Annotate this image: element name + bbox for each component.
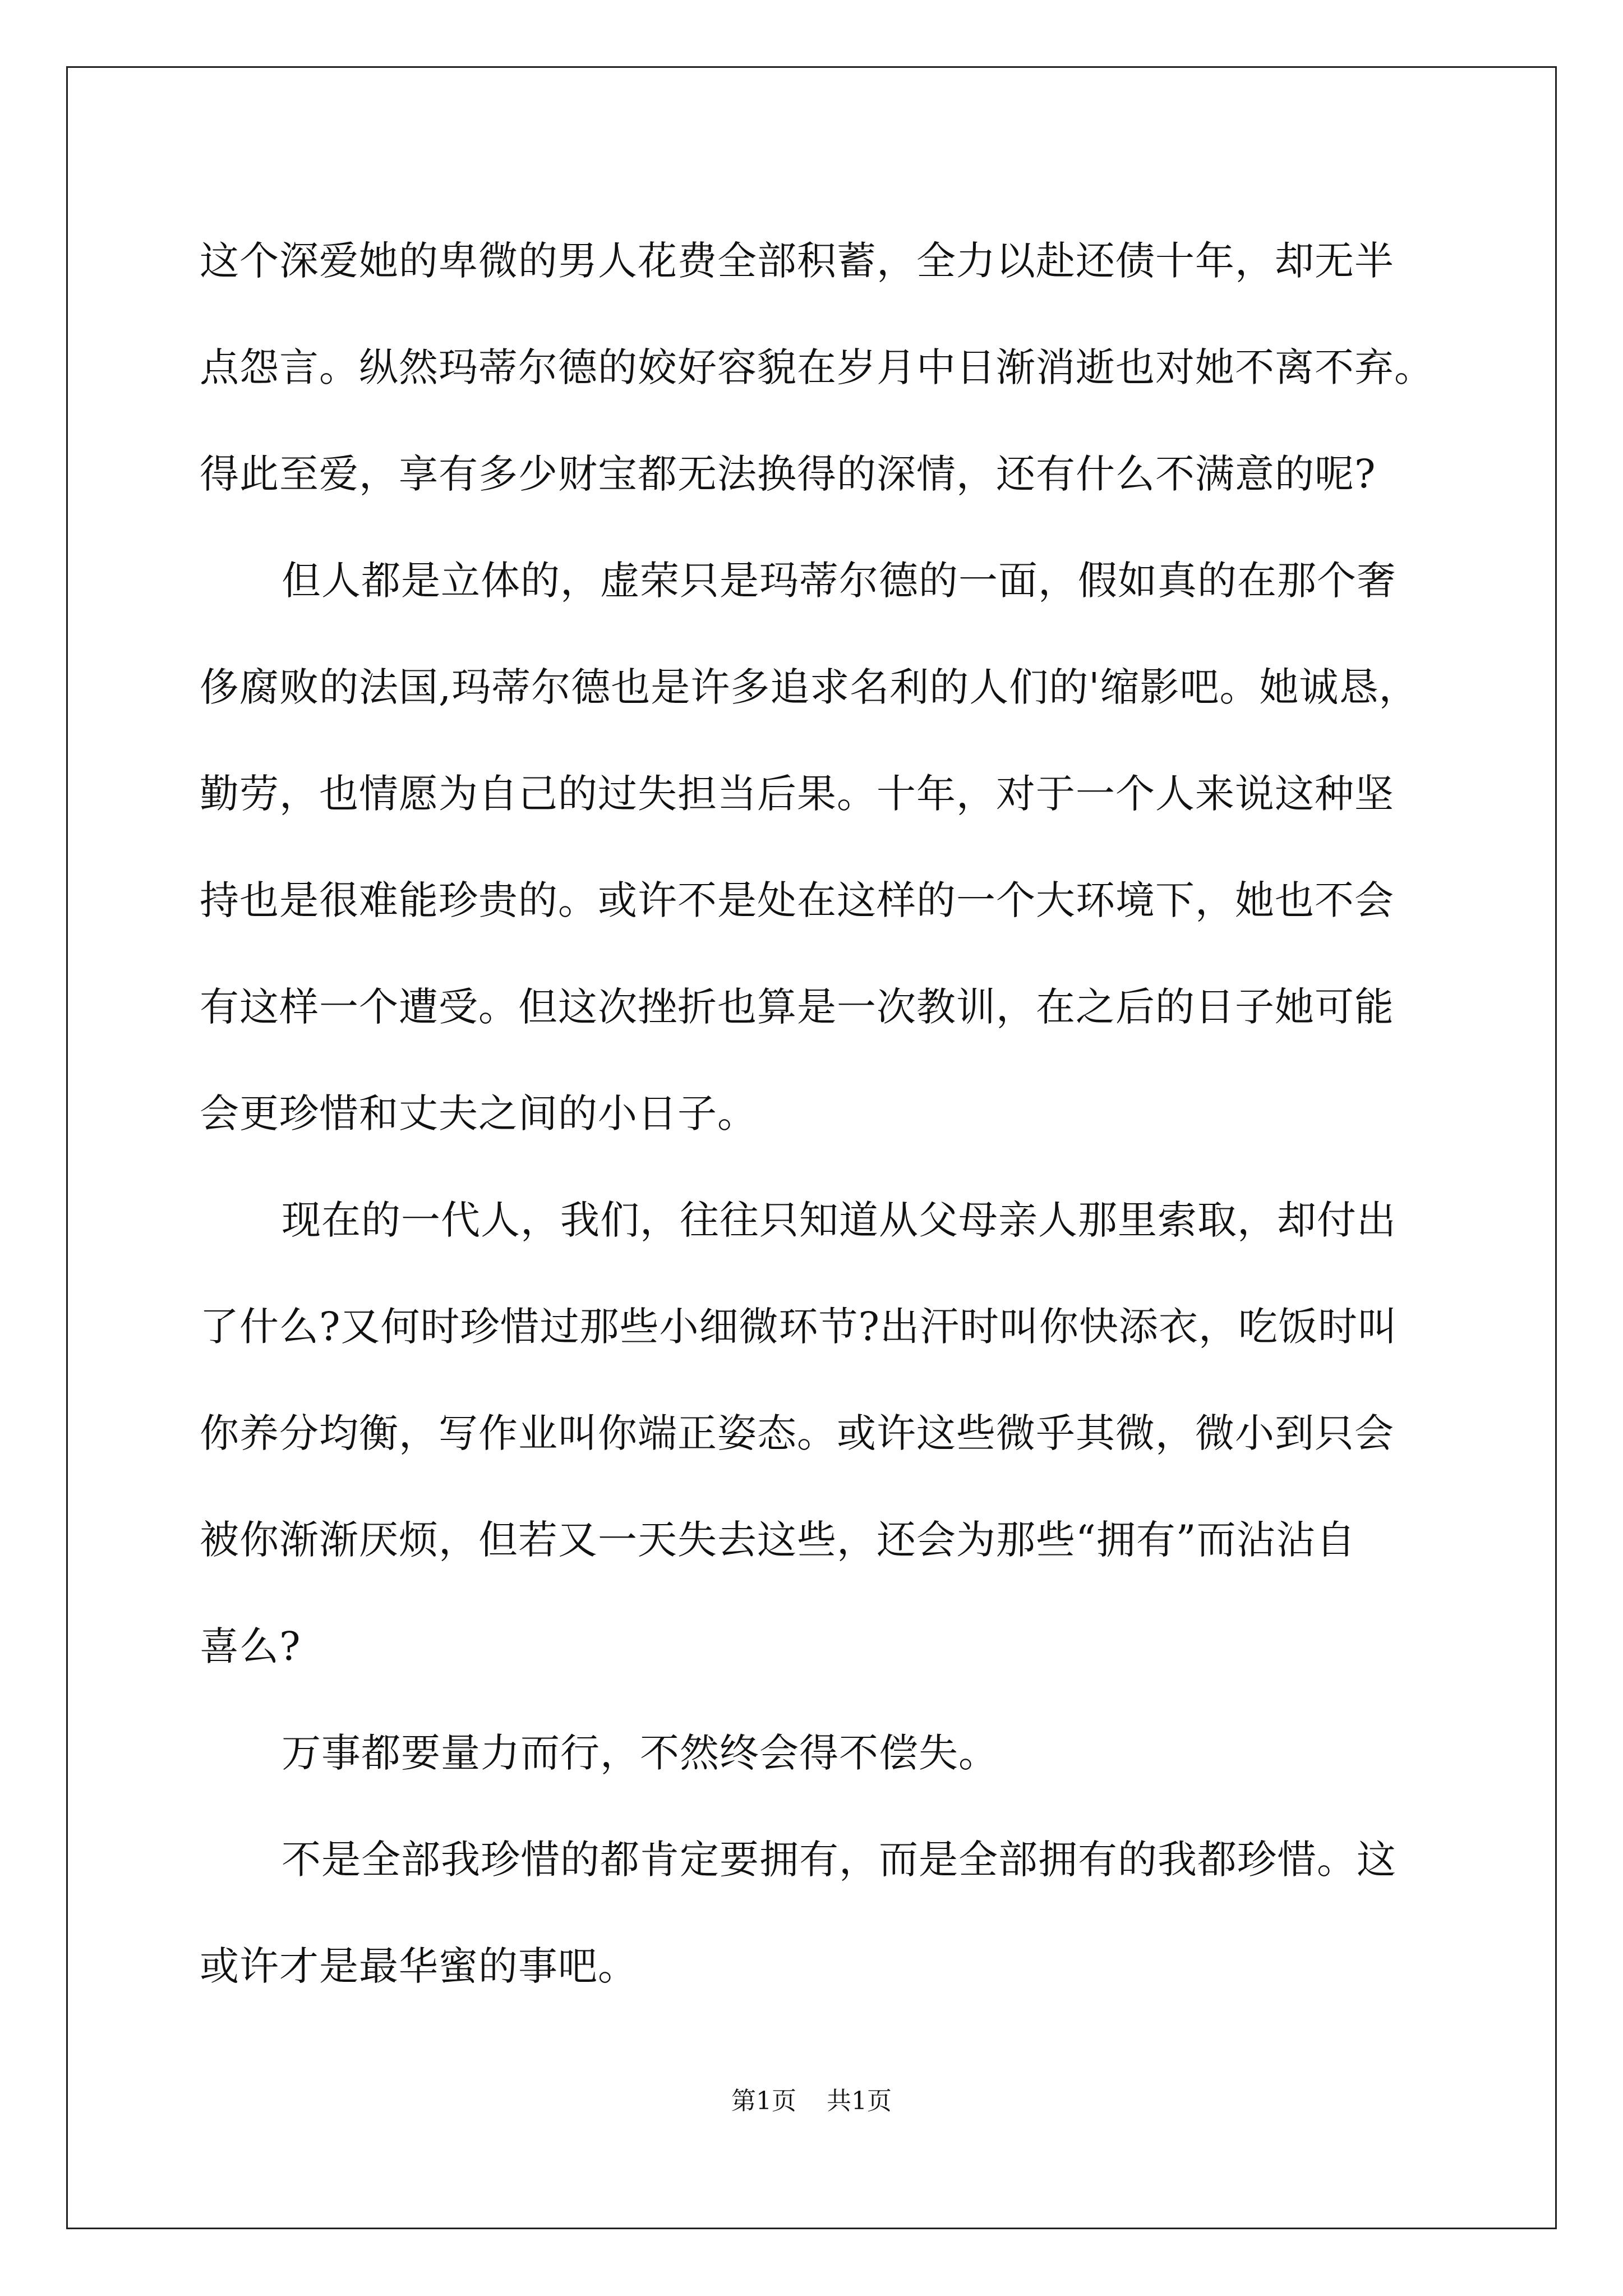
text-line: 被你渐渐厌烦，但若又一天失去这些，还会为那些“拥有”而沾沾自 [200, 1517, 1356, 1563]
paragraph-start-line: 现在的一代人，我们，往往只知道从父母亲人那里索取，却付出 [282, 1197, 1396, 1243]
paragraph-start-line: 但人都是立体的，虚荣只是玛蒂尔德的一面，假如真的在那个奢 [282, 558, 1396, 604]
paragraph-start-line: 万事都要量力而行，不然终会得不偿失。 [282, 1730, 998, 1776]
text-line: 得此至爱，享有多少财宝都无法换得的深情，还有什么不满意的呢? [200, 451, 1376, 497]
text-line: 点怨言。纵然玛蒂尔德的姣好容貌在岁月中日渐消逝也对她不离不弃。 [200, 344, 1434, 390]
text-line: 了什么?又何时珍惜过那些小细微环节?出汗时叫你快添衣，吃饭时叫 [200, 1304, 1398, 1350]
document-body [200, 208, 1434, 2019]
text-line: 这个深爱她的卑微的男人花费全部积蓄，全力以赴还债十年，却无半 [200, 238, 1394, 284]
page-footer [0, 2085, 1623, 2118]
page-number: 第1页 [731, 2087, 796, 2115]
text-line: 或许才是最华蜜的事吧。 [200, 1943, 638, 1989]
text-line: 持也是很难能珍贵的。或许不是处在这样的一个大环境下，她也不会 [200, 877, 1394, 923]
text-line: 喜么? [200, 1623, 301, 1669]
text-line: 有这样一个遭受。但这次挫折也算是一次教训，在之后的日子她可能 [200, 984, 1394, 1030]
paragraph-start-line: 不是全部我珍惜的都肯定要拥有，而是全部拥有的我都珍惜。这 [282, 1837, 1396, 1883]
text-line: 会更珍惜和丈夫之间的小日子。 [200, 1091, 757, 1137]
text-line: 侈腐败的法国,玛蒂尔德也是许多追求名利的人们的'缩影吧。她诚恳， [200, 664, 1419, 710]
text-line: 勤劳，也情愿为自己的过失担当后果。十年，对于一个人来说这种坚 [200, 771, 1394, 817]
page-total: 共1页 [827, 2087, 892, 2115]
text-line: 你养分均衡，写作业叫你端正姿态。或许这些微乎其微，微小到只会 [200, 1410, 1394, 1456]
